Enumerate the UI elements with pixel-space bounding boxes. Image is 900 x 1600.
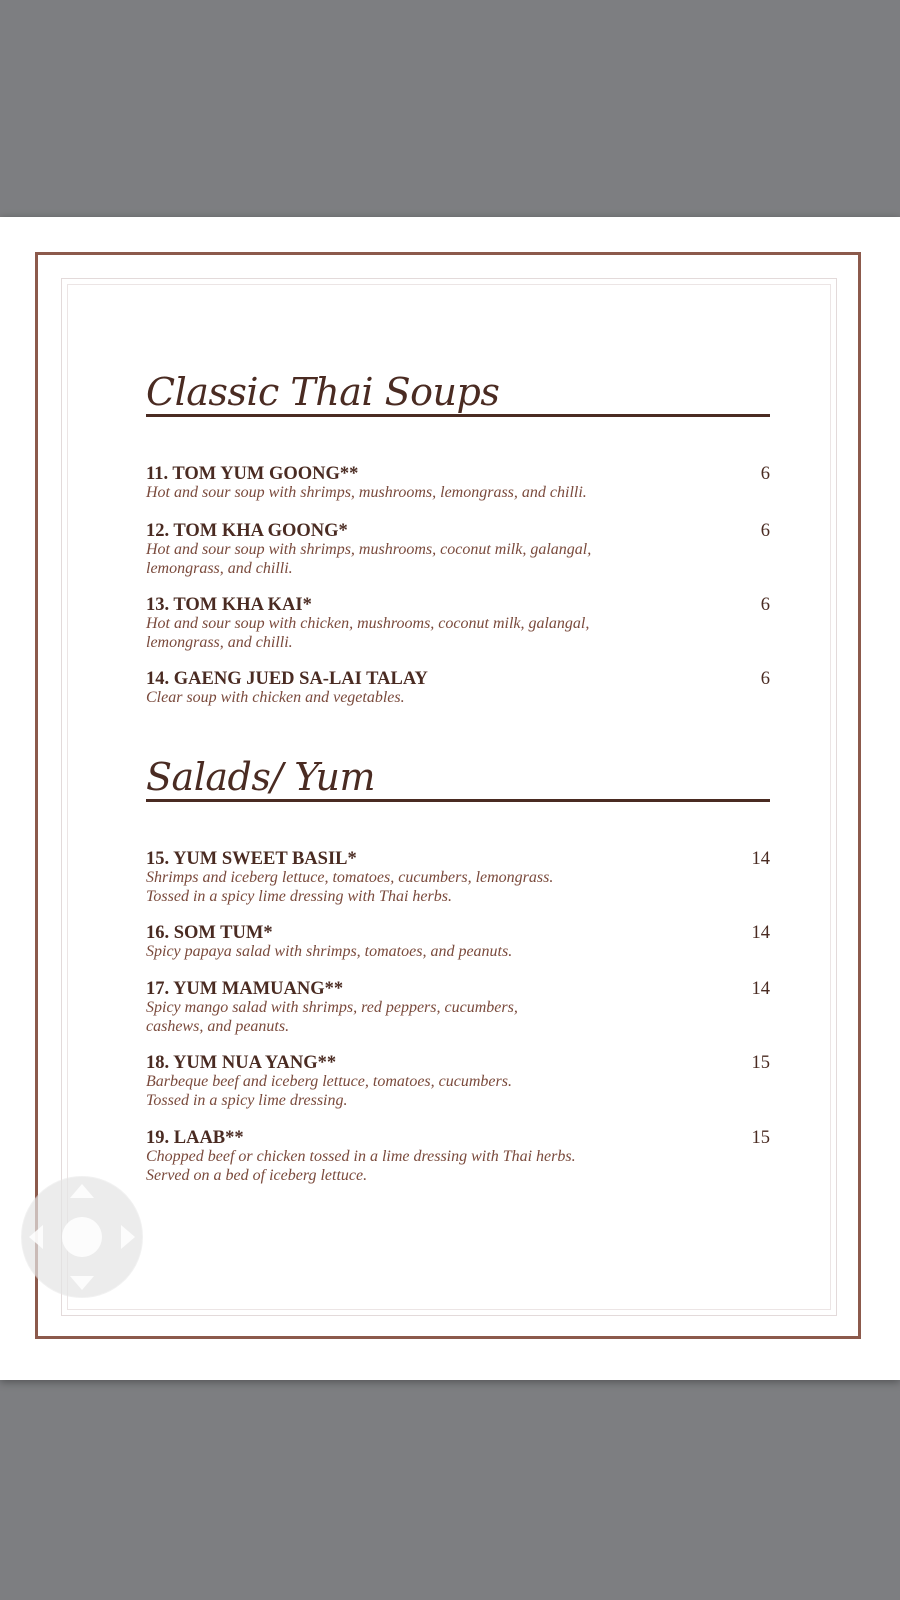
item-description: Clear soup with chicken and vegetables. [146,689,405,706]
item-title: 14. GAENG JUED SA-LAI TALAY [146,669,428,689]
section-heading-salads [146,755,770,802]
item-title: 11. TOM YUM GOONG** [146,464,359,484]
section-heading-soups [146,370,770,417]
menu-item-13 [146,595,770,652]
item-description: Hot and sour soup with chicken, mushrooms, coconut milk, galangal, [146,615,590,632]
item-price: 14 [751,923,770,943]
item-price: 6 [760,669,770,689]
section-title: Classic Thai Soups [146,370,500,414]
item-description-line2: Tossed in a spicy lime dressing with Thai herbs. [146,887,452,905]
item-title: 15. YUM SWEET BASIL* [146,849,357,869]
item-description: Hot and sour soup with shrimps, mushrooms, lemongrass, and chilli. [146,484,587,501]
item-title: 13. TOM KHA KAI* [146,595,312,615]
menu-item-11 [146,464,770,503]
item-description-line2: lemongrass, and chilli. [146,559,293,577]
item-price: 14 [751,979,770,999]
menu-item-16 [146,923,770,962]
menu-item-18 [146,1053,770,1110]
item-description: Barbeque beef and iceberg lettuce, tomatoes, cucumbers. [146,1073,512,1090]
item-price: 14 [751,849,770,869]
section-title: Salads/ Yum [146,755,375,799]
item-price: 15 [751,1128,770,1148]
pan-control[interactable] [21,1176,143,1298]
item-title: 19. LAAB** [146,1128,244,1148]
item-description: Hot and sour soup with shrimps, mushrooms, coconut milk, galangal, [146,541,592,558]
menu-item-17 [146,979,770,1036]
item-price: 6 [760,595,770,615]
item-description-line2: Tossed in a spicy lime dressing. [146,1091,348,1109]
item-title: 18. YUM NUA YANG** [146,1053,337,1073]
item-description-line2: cashews, and peanuts. [146,1017,290,1035]
menu-item-12 [146,521,770,578]
item-price: 15 [751,1053,770,1073]
item-title: 12. TOM KHA GOONG* [146,521,348,541]
pan-arrows-icon [21,1176,143,1298]
item-title: 16. SOM TUM* [146,923,273,943]
item-title: 17. YUM MAMUANG** [146,979,344,999]
item-description: Shrimps and iceberg lettuce, tomatoes, cucumbers, lemongrass. [146,869,554,886]
menu-item-19 [146,1128,770,1185]
menu-item-15 [146,849,770,906]
item-description: Spicy papaya salad with shrimps, tomatoes, and peanuts. [146,943,513,960]
item-description: Chopped beef or chicken tossed in a lime dressing with Thai herbs. [146,1148,576,1165]
menu-item-14 [146,669,770,708]
item-description-line2: lemongrass, and chilli. [146,633,293,651]
item-price: 6 [760,464,770,484]
item-price: 6 [760,521,770,541]
item-description-line2: Served on a bed of iceberg lettuce. [146,1166,368,1184]
item-description: Spicy mango salad with shrimps, red peppers, cucumbers, [146,999,518,1016]
